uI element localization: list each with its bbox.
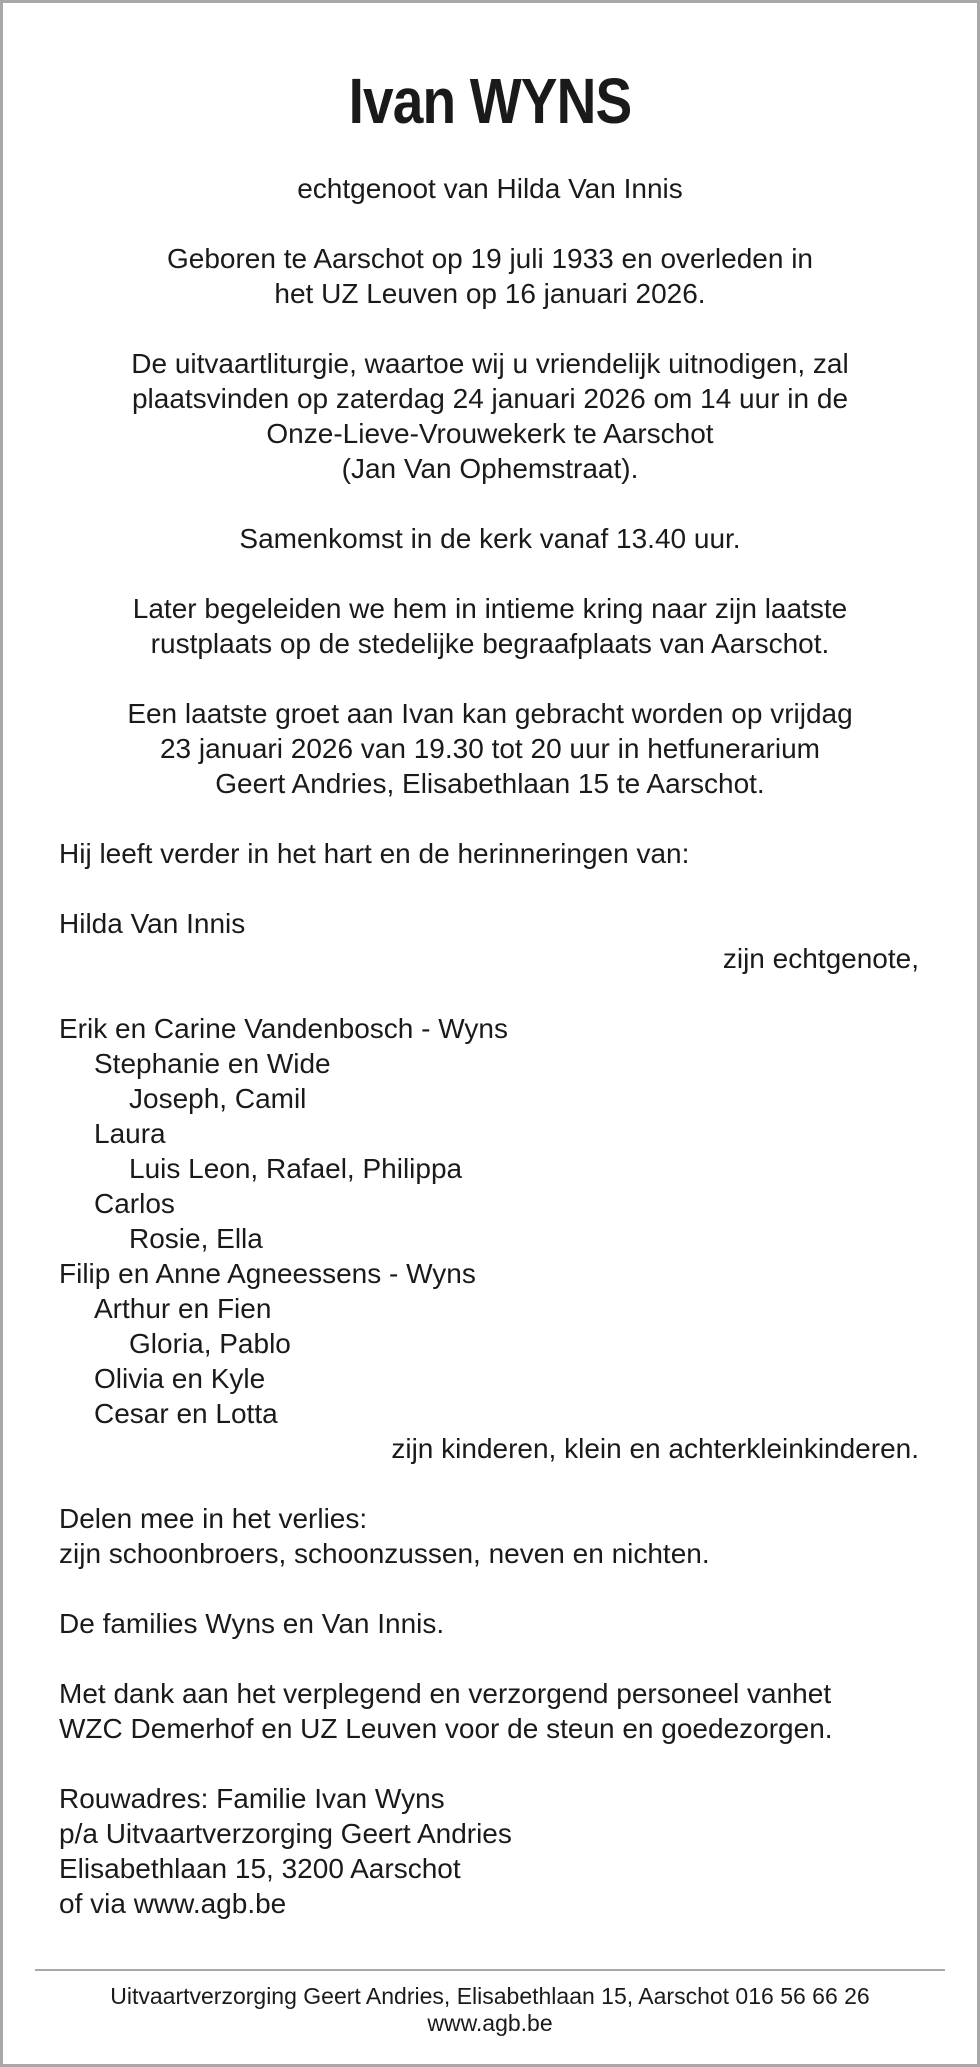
gathering-line: Samenkomst in de kerk vanaf 13.40 uur. bbox=[239, 523, 741, 554]
family-member-great-grandchild: Gloria, Pablo bbox=[129, 1328, 291, 1359]
deceased-name: Ivan WYNS bbox=[348, 65, 632, 137]
thanks-line: Met dank aan het verplegend en verzorgend personeel vanhet bbox=[59, 1678, 832, 1709]
footer bbox=[3, 1983, 977, 2037]
farewell-paragraph bbox=[59, 696, 921, 801]
funeral-line: De uitvaartliturgie, waartoe wij u vriendelijk uitnodigen, zal bbox=[131, 348, 849, 379]
address-paragraph bbox=[59, 1781, 921, 1921]
widow-role: zijn echtgenote, bbox=[722, 943, 919, 974]
family-member-great-grandchild: Rosie, Ella bbox=[129, 1223, 263, 1254]
family-member-child: Filip en Anne Agneessens - Wyns bbox=[59, 1258, 476, 1289]
funeral-line: plaatsvinden op zaterdag 24 januari 2026 om 14 uur in de bbox=[131, 383, 849, 414]
thanks-line: WZC Demerhof en UZ Leuven voor de steun en goedezorgen. bbox=[59, 1713, 833, 1744]
widow-name: Hilda Van Innis bbox=[59, 908, 246, 939]
share-loss-line: zijn schoonbroers, schoonzussen, neven en nichten. bbox=[59, 1538, 710, 1569]
address-line: p/a Uitvaartverzorging Geert Andries bbox=[59, 1818, 512, 1849]
farewell-line: Geert Andries, Elisabethlaan 15 te Aarschot. bbox=[215, 768, 765, 799]
family-member-grandchild: Stephanie en Wide bbox=[94, 1048, 331, 1079]
birth-death-line: Geboren te Aarschot op 19 juli 1933 en overleden in bbox=[166, 243, 813, 274]
family-member-great-grandchild: Joseph, Camil bbox=[129, 1083, 307, 1114]
family-member-grandchild: Olivia en Kyle bbox=[94, 1363, 266, 1394]
farewell-line: Een laatste groet aan Ivan kan gebracht worden op vrijdag bbox=[127, 698, 853, 729]
remembered-intro: Hij leeft verder in het hart en de herinneringen van: bbox=[59, 838, 690, 869]
funeral-line: (Jan Van Ophemstraat). bbox=[341, 453, 639, 484]
spouse-line: echtgenoot van Hilda Van Innis bbox=[297, 173, 683, 204]
family-member-great-grandchild: Luis Leon, Rafael, Philippa bbox=[129, 1153, 463, 1184]
family-member-grandchild: Cesar en Lotta bbox=[94, 1398, 278, 1429]
footer-website: www.agb.be bbox=[427, 2010, 553, 2036]
farewell-line: 23 januari 2026 van 19.30 tot 20 uur in hetfunerarium bbox=[159, 733, 820, 764]
family-member-grandchild: Carlos bbox=[94, 1188, 175, 1219]
notice-body bbox=[3, 171, 977, 1921]
widow-block bbox=[59, 906, 921, 976]
birth-death-paragraph bbox=[59, 241, 921, 311]
family-member-grandchild: Laura bbox=[94, 1118, 166, 1149]
family-list bbox=[59, 1011, 921, 1466]
families-line: De families Wyns en Van Innis. bbox=[59, 1608, 445, 1639]
family-member-grandchild: Arthur en Fien bbox=[94, 1293, 272, 1324]
address-line: Rouwadres: Familie Ivan Wyns bbox=[59, 1783, 445, 1814]
footer-funeral-home: Uitvaartverzorging Geert Andries, Elisabethlaan 15, Aarschot 016 56 66 26 bbox=[110, 1983, 870, 2009]
footer-divider bbox=[35, 1969, 945, 1971]
burial-line: Later begeleiden we hem in intieme kring naar zijn laatste bbox=[132, 593, 848, 624]
address-line: Elisabethlaan 15, 3200 Aarschot bbox=[59, 1853, 461, 1884]
burial-line: rustplaats op de stedelijke begraafplaats van Aarschot. bbox=[150, 628, 830, 659]
share-loss-line: Delen mee in het verlies: bbox=[59, 1503, 368, 1534]
burial-paragraph bbox=[59, 591, 921, 661]
address-line: of via www.agb.be bbox=[59, 1888, 287, 1919]
funeral-paragraph bbox=[59, 346, 921, 486]
family-member-child: Erik en Carine Vandenbosch - Wyns bbox=[59, 1013, 508, 1044]
thanks-paragraph bbox=[59, 1676, 921, 1746]
funeral-line: Onze-Lieve-Vrouwekerk te Aarschot bbox=[266, 418, 714, 449]
birth-death-line: het UZ Leuven op 16 januari 2026. bbox=[274, 278, 706, 309]
share-loss-paragraph bbox=[59, 1501, 921, 1571]
family-role: zijn kinderen, klein en achterkleinkinderen. bbox=[391, 1433, 919, 1464]
